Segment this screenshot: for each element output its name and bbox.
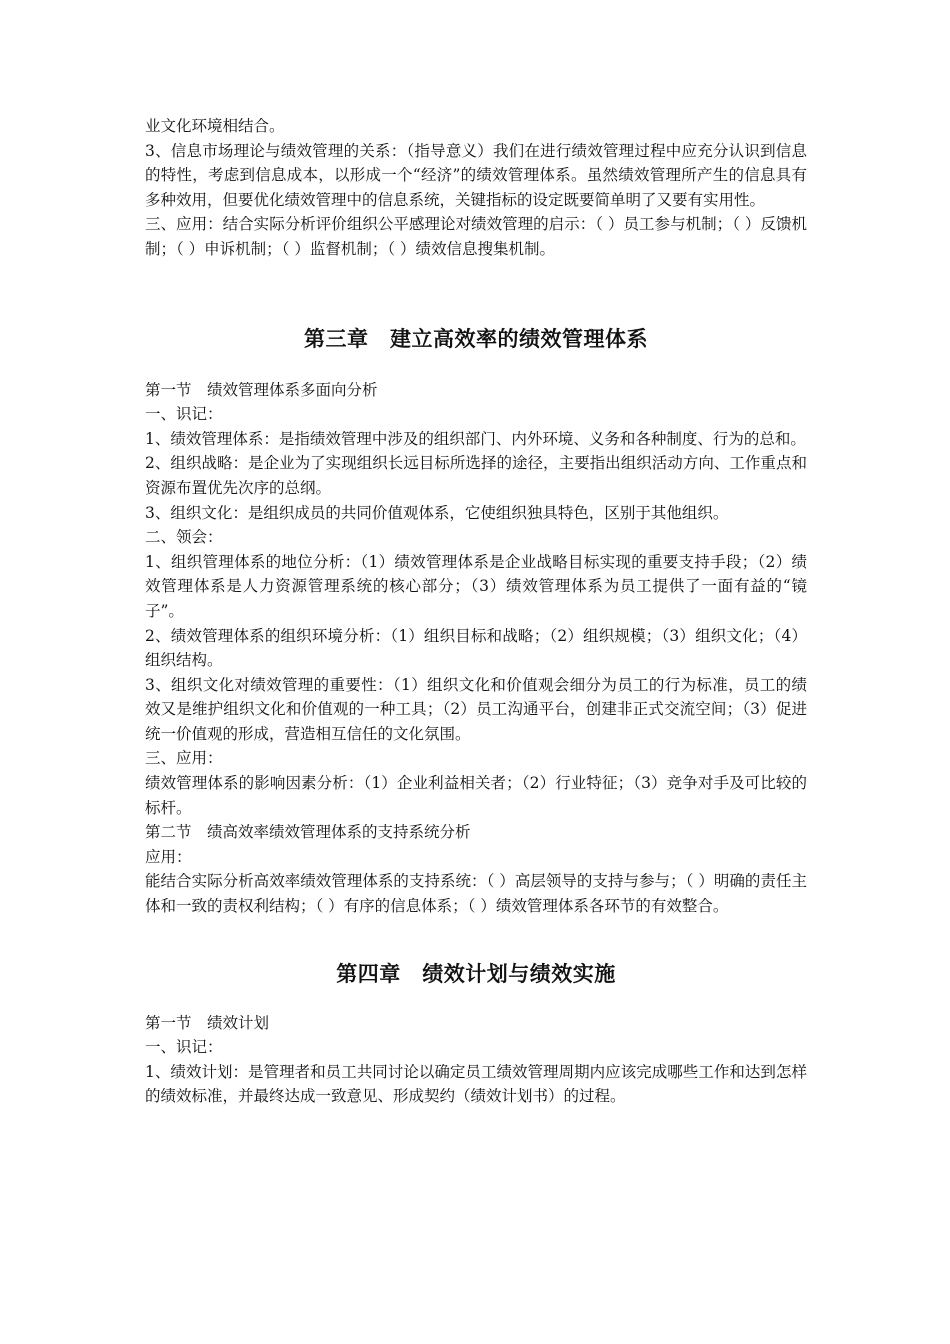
paragraph: 3、组织文化：是组织成员的共同价值观体系，它使组织独具特色，区别于其他组织。 — [145, 503, 729, 522]
chapter-4-title: 第四章 绩效计划与绩效实施 — [336, 961, 616, 986]
paragraph: 绩效管理体系的影响因素分析：（1）企业利益相关者；（2）行业特征；（3）竞争对手及可比较的标杆。 — [145, 774, 807, 817]
paragraph: 能结合实际分析高效率绩效管理体系的支持系统：（ ）高层领导的支持与参与；（ ）明确的责任主体和一致的责权利结构；（ ）有序的信息体系；（ ）绩效管理体系各环节的有效整合。 — [145, 872, 807, 916]
paragraph: 2、绩效管理体系的组织环境分析：（1）组织目标和战略；（2）组织规模；（3）组织文化；（4）组织结构。 — [145, 626, 807, 670]
paragraph: 3、组织文化对绩效管理的重要性：（1）组织文化和价值观会细分为员工的行为标准，员工的绩效又是维护组织文化和价值观的一种工具；（2）员工沟通平台，创建非正式交流空间；（3）促进统一价值观的形成，营造相互信任的文化氛围。 — [145, 675, 807, 743]
paragraph: 3、信息市场理论与绩效管理的关系：（指导意义）我们在进行绩效管理过程中应充分认识到信息的特性，考虑到信息成本，以形成一个“经济”的绩效管理体系。虽然绩效管理所产生的信息具有多种效用，但要优化绩效管理中的信息系统，关键指标的设定既要简单明了又要有实用性。 — [145, 141, 807, 209]
page-content — [145, 114, 807, 1109]
subheading: 二、领会： — [145, 528, 223, 547]
section-heading: 第一节 绩效管理体系多面向分析 — [145, 380, 378, 399]
paragraph: 1、绩效管理体系：是指绩效管理中涉及的组织部门、内外环境、义务和各种制度、行为的总和。 — [145, 429, 806, 448]
paragraph: 1、绩效计划：是管理者和员工共同讨论以确定员工绩效管理周期内应该完成哪些工作和达到怎样的绩效标准，并最终达成一致意见、形成契约（绩效计划书）的过程。 — [145, 1062, 807, 1106]
paragraph: 2、组织战略：是企业为了实现组织长远目标所选择的途径，主要指出组织活动方向、工作重点和资源布置优先次序的总纲。 — [145, 454, 807, 497]
section-heading: 第二节 绩高效率绩效管理体系的支持系统分析 — [145, 823, 471, 842]
subheading: 应用： — [145, 847, 192, 866]
chapter-3-title: 第三章 建立高效率的绩效管理体系 — [304, 326, 648, 351]
paragraph: 1、组织管理体系的地位分析：（1）绩效管理体系是企业战略目标实现的重要支持手段；（2）绩效管理体系是人力资源管理系统的核心部分；（3）绩效管理体系为员工提供了一面有益的“镜子”。 — [145, 552, 807, 620]
subheading: 一、识记： — [145, 405, 223, 424]
paragraph: 三、应用：结合实际分析评价组织公平感理论对绩效管理的启示：（ ）员工参与机制；（ ）反馈机制；（ ）申诉机制；（ ）监督机制；（ ）绩效信息搜集机制。 — [145, 215, 807, 258]
section-heading: 第一节 绩效计划 — [145, 1013, 270, 1032]
paragraph: 业文化环境相结合。 — [145, 117, 285, 135]
subheading: 三、应用： — [145, 749, 223, 768]
subheading: 一、识记： — [145, 1038, 223, 1057]
